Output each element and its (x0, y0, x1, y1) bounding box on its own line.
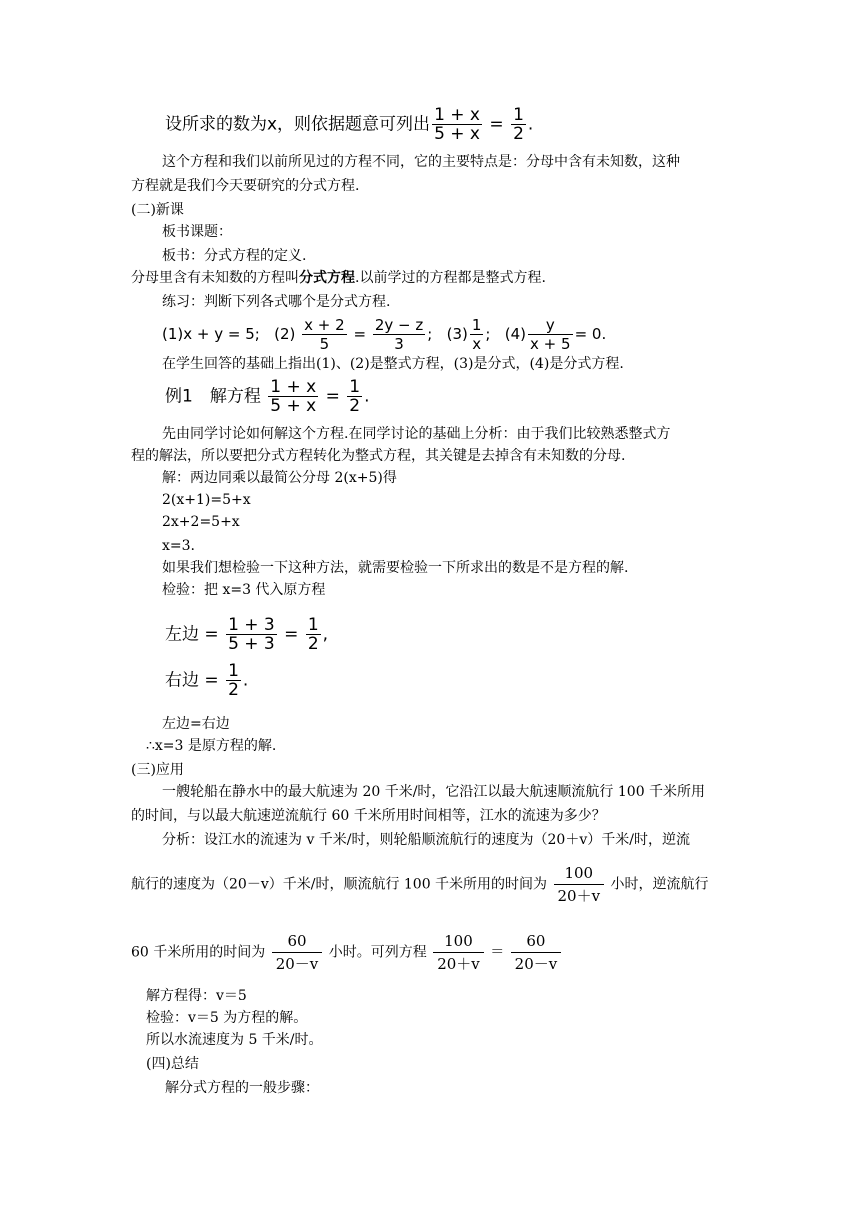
left-side-rhs (306, 616, 321, 653)
exercise-prompt: 练习：判断下列各式哪个是分式方程. (162, 294, 391, 310)
left-side-eq: = (204, 624, 219, 645)
solution-step-3: x=3. (162, 538, 195, 554)
left-side-rhs-num: 1 (307, 615, 319, 635)
exercise-2-end: ; (427, 325, 433, 343)
example-frac (268, 378, 318, 415)
solution-step-1: 2(x+1)=5+x (162, 492, 251, 508)
solve-v: 解方程得：v＝5 (146, 988, 247, 1004)
analysis-2-prefix: 航行的速度为（20－v）千米/时，顺流航行 100 千米所用的时间为 (131, 876, 548, 893)
paragraph-1b: 方程就是我们今天要研究的分式方程. (131, 178, 360, 194)
intro-rhs-den: 2 (513, 124, 524, 144)
exercise-2-lhs-den: 5 (319, 335, 330, 353)
intro-line (165, 106, 533, 143)
discussion-1: 先由同学讨论如何解这个方程.在同学讨论的基础上分析：由于我们比较熟悉整式方 (162, 426, 671, 442)
exercise-2-rhs-den: 3 (394, 335, 404, 353)
analysis-3-middle: 小时。可列方程 (328, 944, 427, 961)
exercise-3-frac (470, 316, 484, 353)
section-new-lesson: (二)新课 (131, 202, 184, 218)
left-side-rhs-den: 2 (307, 634, 319, 654)
analysis-2 (131, 862, 709, 907)
analysis-3-frac-3 (511, 930, 562, 975)
board-title: 板书课题： (162, 224, 232, 240)
analysis-2-num: 100 (554, 862, 605, 885)
exercise-4-frac (528, 316, 573, 353)
analysis-3-num-1: 60 (272, 930, 323, 953)
exercise-4-end: = 0. (574, 325, 607, 343)
exercise-4-den: x + 5 (530, 335, 571, 353)
example-1 (165, 378, 369, 415)
intro-rhs-fraction (511, 106, 526, 143)
exercise-2-lhs (302, 316, 347, 353)
exercise-items (162, 316, 606, 353)
analysis-3-den-2: 20＋v (437, 955, 480, 973)
exercise-3-den: x (472, 335, 482, 353)
right-side-num: 1 (228, 661, 239, 681)
right-side-eq: = (204, 670, 219, 691)
analysis-3-den-1: 20－v (275, 955, 319, 973)
example-rhs (347, 378, 362, 415)
exercise-1: (1)x + y = 5; (162, 325, 260, 343)
left-side-line (165, 616, 328, 653)
definition-line (131, 268, 546, 288)
analysis-2-den: 20＋v (557, 887, 601, 905)
right-side-line (165, 662, 248, 699)
example-num: 1 + x (270, 377, 317, 397)
right-side-label: 右边 (165, 670, 199, 691)
intro-rhs-num: 1 (513, 105, 524, 125)
analysis-3 (131, 930, 563, 975)
analysis-2-frac (554, 862, 605, 907)
right-side-frac (226, 662, 241, 699)
definition-suffix: .以前学过的方程都是整式方程. (355, 270, 546, 286)
exercise-2-rhs-num: 2y − z (374, 316, 424, 334)
section-application: (三)应用 (131, 762, 184, 778)
steps-heading: 解分式方程的一般步骤： (165, 1080, 319, 1096)
intro-end: . (527, 114, 534, 135)
exercise-2-lhs-num: x + 2 (304, 316, 345, 334)
intro-eq: = (489, 114, 504, 135)
example-label: 例1 解方程 (165, 386, 261, 407)
left-side-num: 1 + 3 (228, 615, 275, 635)
solution-step-2: 2x+2=5+x (162, 514, 240, 530)
exercise-3-label: (3) (446, 325, 468, 343)
application-1: 一艘轮船在静水中的最大航速为 20 千米/时，它沿江以最大航速顺流航行 100 千米所用 (162, 784, 706, 800)
check-intro: 如果我们想检验一下这种方法，就需要检验一下所求出的数是不是方程的解. (162, 560, 629, 576)
discussion-2: 程的解法，所以要把分式方程转化为整式方程，其关键是去掉含有未知数的分母. (131, 448, 626, 464)
left-side-end: , (322, 624, 329, 645)
solution-intro: 解：两边同乘以最简公分母 2(x+5)得 (162, 470, 397, 486)
right-side-den: 2 (228, 680, 239, 700)
exercise-3-num: 1 (471, 316, 482, 334)
analysis-3-num-2: 100 (433, 930, 484, 953)
exercise-4-num: y (528, 316, 573, 335)
example-eq: = (325, 386, 340, 407)
point-out: 在学生回答的基础上指出(1)、(2)是整式方程，(3)是分式，(4)是分式方程. (162, 356, 624, 372)
example-rhs-num: 1 (349, 377, 361, 397)
left-side-den: 5 + 3 (228, 634, 275, 654)
paragraph-1a: 这个方程和我们以前所见过的方程不同，它的主要特点是：分母中含有未知数，这种 (162, 154, 680, 170)
check-label: 检验：把 x=3 代入原方程 (162, 582, 326, 598)
section-summary: (四)总结 (146, 1056, 199, 1072)
analysis-3-frac-2 (433, 930, 484, 975)
exercise-2-eq: = (353, 325, 367, 343)
analysis-3-frac-1 (272, 930, 323, 975)
left-equals-right: 左边=右边 (162, 716, 230, 732)
intro-fraction (432, 106, 482, 143)
left-side-frac (226, 616, 277, 653)
exercise-4-label: (4) (504, 325, 527, 343)
analysis-1: 分析：设江水的流速为 v 千米/时，则轮船顺流航行的速度为（20＋v）千米/时，逆流 (162, 832, 690, 848)
intro-frac-num: 1 + x (434, 105, 480, 125)
exercise-3-end: ; (485, 325, 491, 343)
left-side-label: 左边 (165, 624, 199, 645)
exercise-2-label: (2) (274, 325, 296, 343)
check-v: 检验：v＝5 为方程的解。 (146, 1010, 308, 1026)
definition-prefix: 分母里含有未知数的方程叫 (131, 270, 299, 286)
analysis-3-num-3: 60 (511, 930, 562, 953)
application-2: 的时间，与以最大航速逆流航行 60 千米所用时间相等，江水的流速为多少？ (131, 808, 606, 824)
result-line: 所以水流速度为 5 千米/时。 (146, 1032, 323, 1048)
example-end: . (364, 386, 370, 407)
definition-term: 分式方程 (299, 270, 355, 286)
analysis-3-den-3: 20－v (514, 955, 558, 973)
example-den: 5 + x (270, 396, 317, 416)
therefore-line: ∴x=3 是原方程的解. (146, 738, 277, 754)
analysis-3-eq: ＝ (490, 944, 505, 961)
intro-text: 设所求的数为x，则依据题意可列出 (165, 114, 431, 135)
intro-frac-den: 5 + x (434, 124, 480, 144)
board-definition: 板书：分式方程的定义. (162, 248, 307, 264)
example-rhs-den: 2 (349, 396, 361, 416)
right-side-end: . (242, 670, 249, 691)
left-side-eq2: = (284, 624, 299, 645)
analysis-2-suffix: 小时，逆流航行 (610, 876, 709, 893)
analysis-3-prefix: 60 千米所用的时间为 (131, 944, 266, 961)
exercise-2-rhs (373, 316, 425, 353)
